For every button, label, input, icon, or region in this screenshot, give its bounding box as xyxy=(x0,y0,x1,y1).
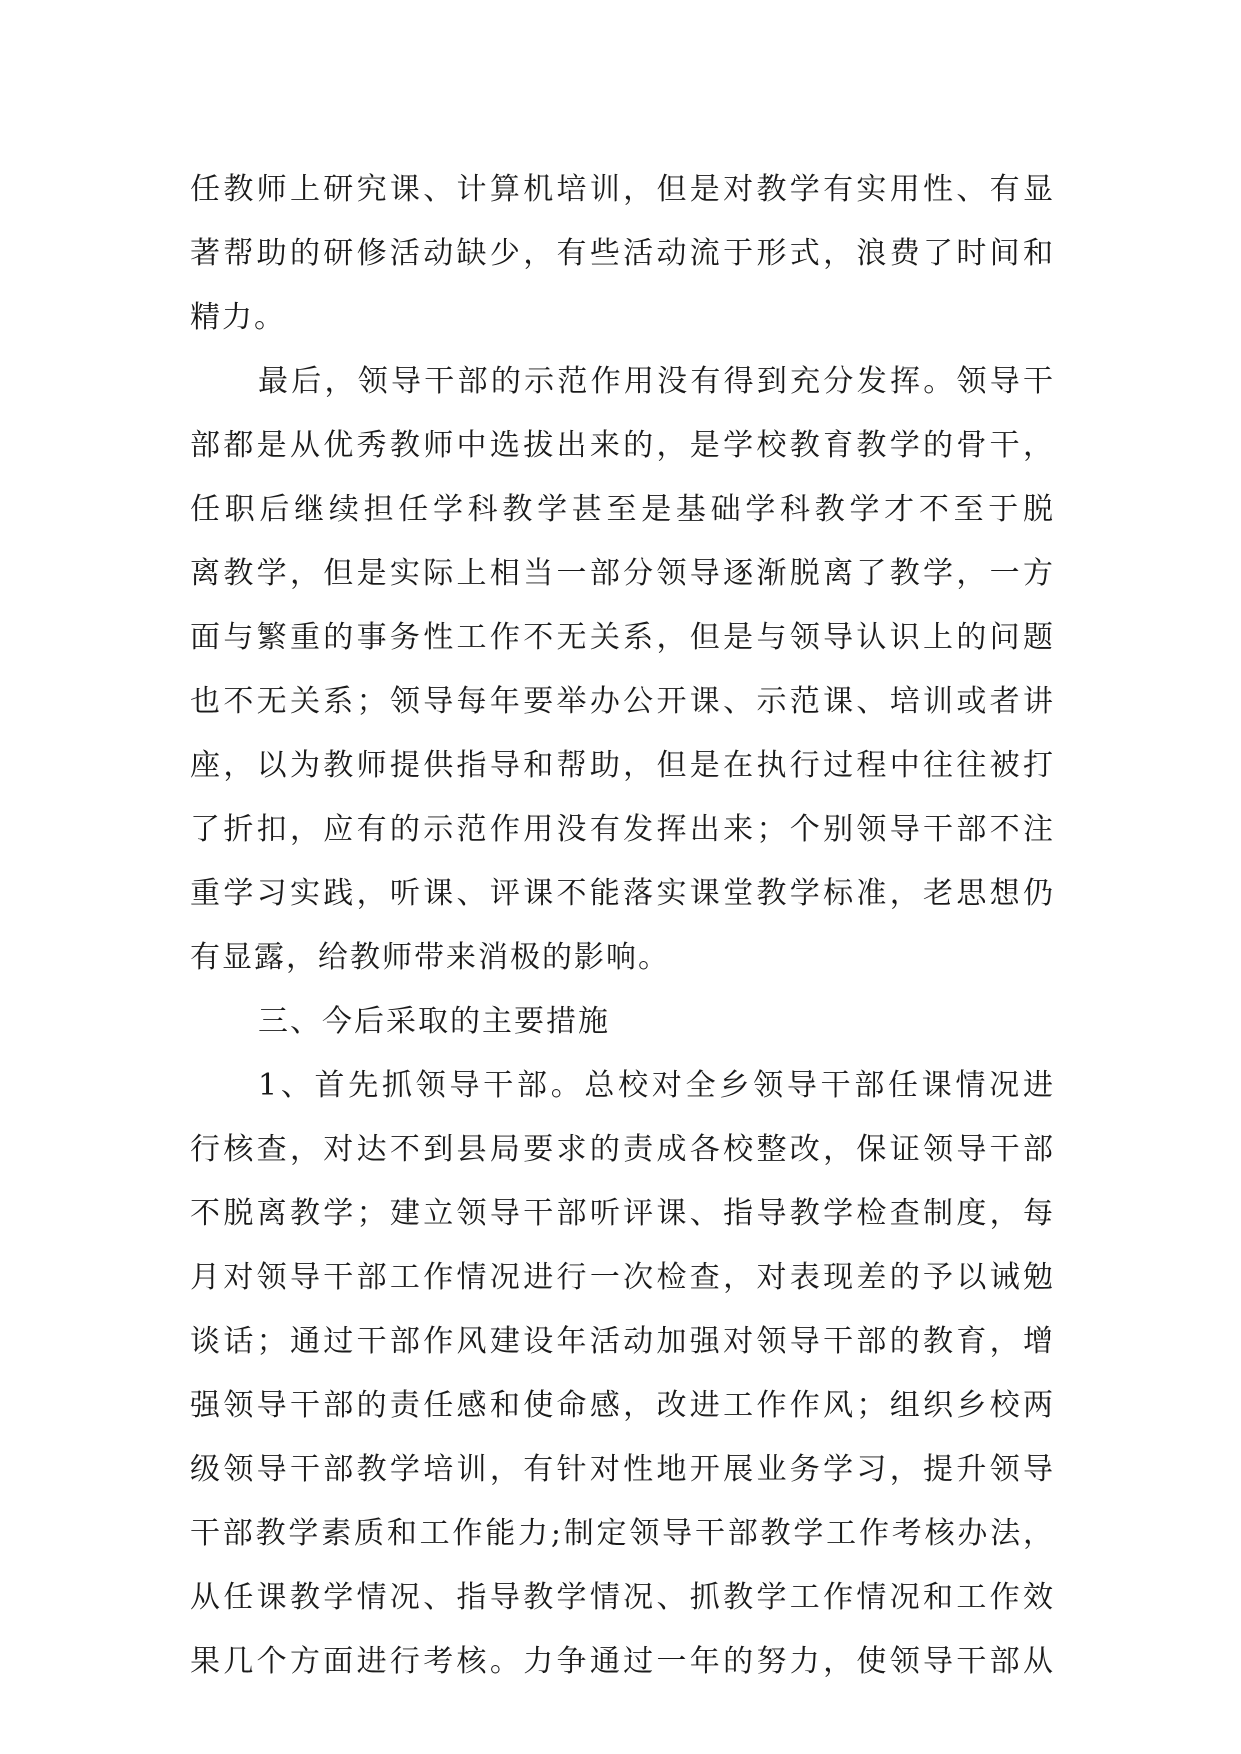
text-line: 从任课教学情况、指导教学情况、抓教学工作情况和工作效 xyxy=(190,1580,1055,1615)
text-line: 果几个方面进行考核。力争通过一年的努力，使领导干部从 xyxy=(190,1644,1055,1679)
text-line: 行核查，对达不到县局要求的责成各校整改，保证领导干部 xyxy=(190,1132,1055,1167)
text-line: 强领导干部的责任感和使命感，改进工作作风；组织乡校两 xyxy=(190,1388,1055,1423)
text-line: 不脱离教学；建立领导干部听评课、指导教学检查制度，每 xyxy=(190,1196,1055,1231)
text-line: 谈话；通过干部作风建设年活动加强对领导干部的教育，增 xyxy=(190,1324,1055,1359)
text-line: 著帮助的研修活动缺少，有些活动流于形式，浪费了时间和 xyxy=(190,236,1055,271)
text-line: 干部教学素质和工作能力;制定领导干部教学工作考核办法， xyxy=(190,1516,1055,1551)
text-line: 月对领导干部工作情况进行一次检查，对表现差的予以诫勉 xyxy=(190,1260,1055,1295)
text-line: 任教师上研究课、计算机培训，但是对教学有实用性、有显 xyxy=(190,172,1055,207)
text-line: 也不无关系；领导每年要举办公开课、示范课、培训或者讲 xyxy=(190,684,1055,719)
text-line: 面与繁重的事务性工作不无关系，但是与领导认识上的问题 xyxy=(190,620,1055,655)
text-line: 部都是从优秀教师中选拔出来的，是学校教育教学的骨干， xyxy=(190,428,1055,463)
text-line: 三、今后采取的主要措施 xyxy=(258,1004,610,1039)
text-line: 重学习实践，听课、评课不能落实课堂教学标准，老思想仍 xyxy=(190,876,1055,911)
text-line: 有显露，给教师带来消极的影响。 xyxy=(190,940,670,975)
text-line: 精力。 xyxy=(190,300,286,335)
text-line: 座，以为教师提供指导和帮助，但是在执行过程中往往被打 xyxy=(190,748,1055,783)
text-line: 任职后继续担任学科教学甚至是基础学科教学才不至于脱 xyxy=(190,492,1055,527)
body-text xyxy=(190,158,1055,1694)
text-line: 了折扣，应有的示范作用没有发挥出来；个别领导干部不注 xyxy=(190,812,1055,847)
text-line: 1、首先抓领导干部。总校对全乡领导干部任课情况进 xyxy=(258,1068,1055,1103)
text-line: 级领导干部教学培训，有针对性地开展业务学习，提升领导 xyxy=(190,1452,1055,1487)
text-line: 离教学，但是实际上相当一部分领导逐渐脱离了教学，一方 xyxy=(190,556,1055,591)
text-line: 最后，领导干部的示范作用没有得到充分发挥。领导干 xyxy=(258,364,1055,399)
